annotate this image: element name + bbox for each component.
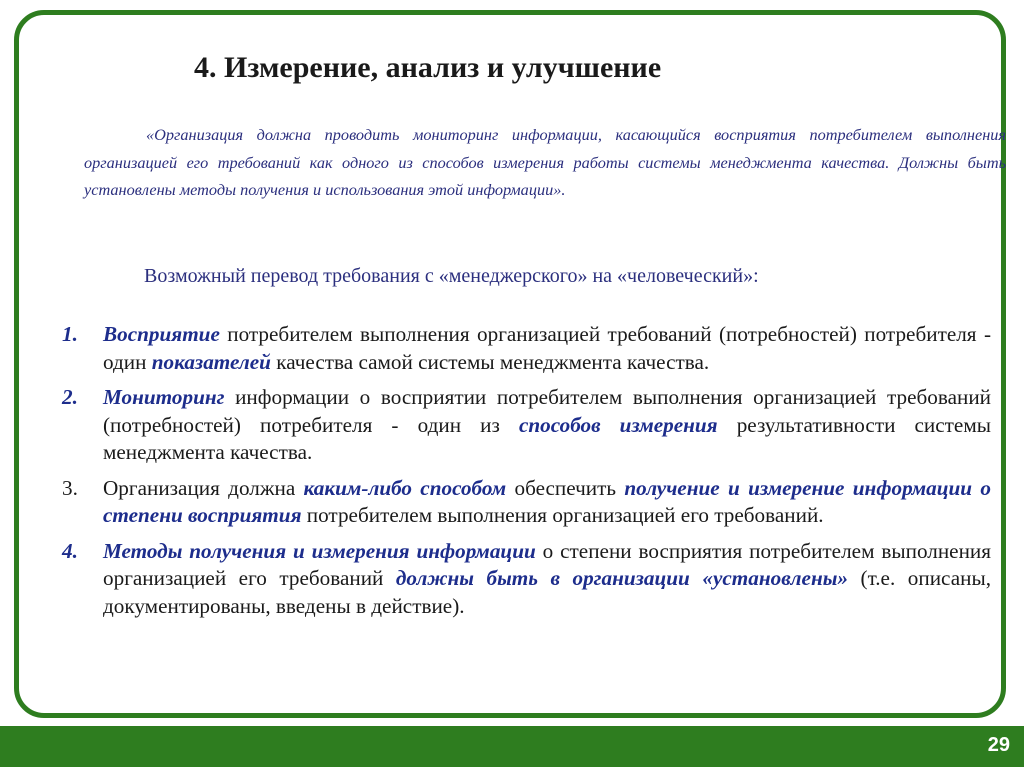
item-text: о степени восприятия потребителем выполнения организацией его требований <box>103 538 991 590</box>
item-number: 1. <box>62 322 78 346</box>
item-text: результативности системы менеджмента качества. <box>103 412 991 464</box>
list-item <box>59 538 991 621</box>
footer-bar <box>0 726 1024 767</box>
standard-quote: «Организация должна проводить мониторинг информации, касающийся восприятия потребителем выполнения организацией его требований как одного из способов измерения работы системы менеджмента качества. Должны быть установлены методы получения и использования этой информации». <box>84 125 1006 199</box>
item-text: (т.е. описаны, документированы, введены в действие). <box>103 566 991 618</box>
slide-frame <box>14 10 1006 718</box>
translation-heading: Возможный перевод требования с «менеджерского» на «человеческий»: <box>144 265 759 287</box>
list-item <box>59 321 991 376</box>
item-number: 4. <box>62 538 78 563</box>
item-text: информации о восприятии потребителем выполнения организацией требований (потребностей) потребителя - один из <box>103 385 991 437</box>
list-item <box>59 384 991 467</box>
emphasis-text: Мониторинг <box>103 385 225 409</box>
list-item <box>59 475 991 530</box>
emphasis-text: Методы получения и измерения информации <box>103 538 536 563</box>
item-text: потребителем выполнения организацией его требований. <box>301 503 824 527</box>
emphasis-text: показателей <box>151 349 271 374</box>
emphasis-text: каким-либо способом <box>303 475 507 500</box>
item-text: Организация должна <box>103 475 304 500</box>
slide-title: 4. Измерение, анализ и улучшение <box>194 51 662 84</box>
item-text: обеспечить <box>506 475 625 500</box>
emphasis-text: Восприятие <box>103 322 220 346</box>
emphasis-text: получение и измерение информации о степени восприятия <box>103 475 991 527</box>
emphasis-text: способов измерения <box>518 412 718 437</box>
emphasis-text: должны быть в организации «установлены» <box>395 566 849 590</box>
item-number: 2. <box>62 385 78 409</box>
requirements-list <box>59 321 991 628</box>
item-text: потребителем выполнения организацией требований (потребностей) потребителя - один <box>103 322 991 374</box>
item-number: 3. <box>62 475 78 500</box>
page-number: 29 <box>987 734 1010 756</box>
item-text: качества самой системы менеджмента качества. <box>270 349 710 374</box>
